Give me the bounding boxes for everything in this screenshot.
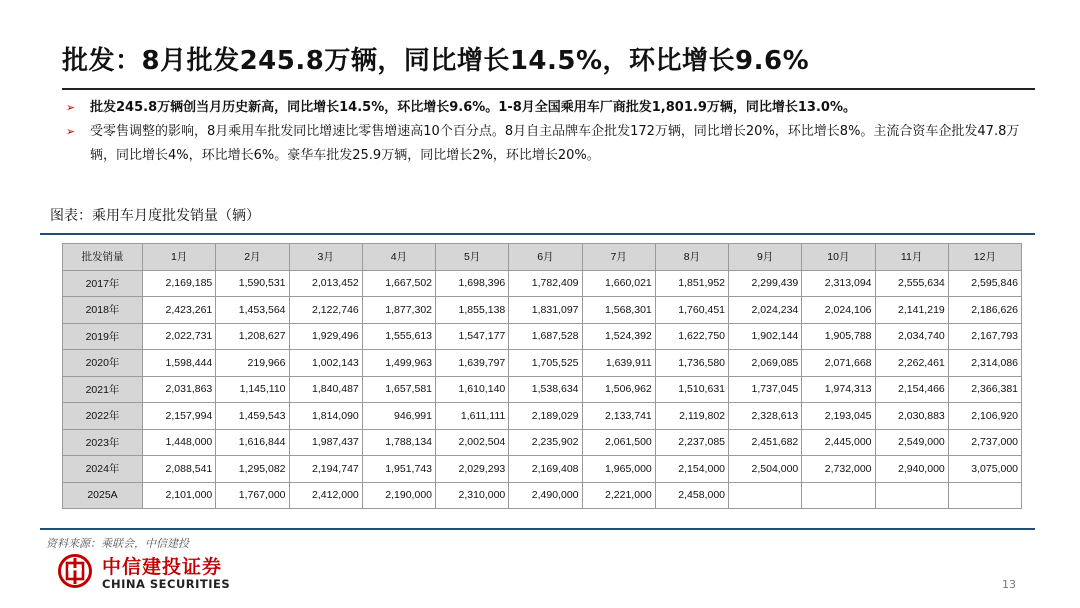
arrow-bullet-icon: ➢ <box>66 101 76 114</box>
table-cell: 2,262,461 <box>875 350 948 377</box>
column-header: 批发销量 <box>63 244 143 271</box>
row-header: 2019年 <box>63 323 143 350</box>
column-header: 6月 <box>509 244 582 271</box>
table-cell: 2,031,863 <box>143 376 216 403</box>
table-cell: 1,814,090 <box>289 403 362 430</box>
table-cell: 2,235,902 <box>509 429 582 456</box>
row-header: 2021年 <box>63 376 143 403</box>
table-row <box>63 270 1022 297</box>
logo-english-name: CHINA SECURITIES <box>102 577 231 591</box>
table-cell: 2,154,466 <box>875 376 948 403</box>
table-cell: 2,061,500 <box>582 429 655 456</box>
table-cell: 1,547,177 <box>436 323 509 350</box>
table-cell: 2,194,747 <box>289 456 362 483</box>
table-cell: 2,133,741 <box>582 403 655 430</box>
table-row <box>63 403 1022 430</box>
row-header: 2017年 <box>63 270 143 297</box>
title-divider <box>62 88 1035 90</box>
column-header: 1月 <box>143 244 216 271</box>
table-cell: 1,555,613 <box>362 323 435 350</box>
table-cell: 2,314,086 <box>948 350 1021 377</box>
table-cell: 1,782,409 <box>509 270 582 297</box>
table-cell: 2,088,541 <box>143 456 216 483</box>
table-cell: 2,101,000 <box>143 482 216 509</box>
table-cell: 1,639,797 <box>436 350 509 377</box>
column-header: 10月 <box>802 244 875 271</box>
table-cell: 2,328,613 <box>729 403 802 430</box>
column-header: 2月 <box>216 244 289 271</box>
table-cell: 2,122,746 <box>289 297 362 324</box>
row-header: 2020年 <box>63 350 143 377</box>
table-cell: 2,119,802 <box>655 403 728 430</box>
table-row <box>63 456 1022 483</box>
column-header: 9月 <box>729 244 802 271</box>
table-cell: 2,069,085 <box>729 350 802 377</box>
table-cell: 1,622,750 <box>655 323 728 350</box>
table-cell: 2,167,793 <box>948 323 1021 350</box>
table-cell: 2,024,106 <box>802 297 875 324</box>
figure-top-rule <box>40 233 1035 235</box>
table-body <box>63 270 1022 509</box>
bullet-item <box>66 96 1031 120</box>
table-cell: 1,951,743 <box>362 456 435 483</box>
table-cell: 1,736,580 <box>655 350 728 377</box>
table-cell: 1,568,301 <box>582 297 655 324</box>
table-cell: 1,974,313 <box>802 376 875 403</box>
table-cell: 946,991 <box>362 403 435 430</box>
figure-title: 图表：乘用车月度批发销量（辆） <box>50 208 260 224</box>
table-row <box>63 297 1022 324</box>
table-cell <box>875 482 948 509</box>
table-cell: 2,445,000 <box>802 429 875 456</box>
table-cell: 1,295,082 <box>216 456 289 483</box>
table-cell: 1,855,138 <box>436 297 509 324</box>
table-header-row <box>63 244 1022 271</box>
figure-bottom-rule <box>40 528 1035 530</box>
table-cell: 1,145,110 <box>216 376 289 403</box>
row-header: 2025A <box>63 482 143 509</box>
column-header: 8月 <box>655 244 728 271</box>
logo-chinese-name: 中信建投证券 <box>102 556 223 578</box>
column-header: 12月 <box>948 244 1021 271</box>
page-number: 13 <box>1002 578 1016 591</box>
table-cell: 2,549,000 <box>875 429 948 456</box>
arrow-bullet-icon: ➢ <box>66 125 76 138</box>
table-cell: 2,940,000 <box>875 456 948 483</box>
table-cell: 1,667,502 <box>362 270 435 297</box>
bullet-item <box>66 120 1031 168</box>
table-cell: 2,141,219 <box>875 297 948 324</box>
table-cell: 1,611,111 <box>436 403 509 430</box>
table-row <box>63 350 1022 377</box>
table-cell: 1,831,097 <box>509 297 582 324</box>
table-cell: 219,966 <box>216 350 289 377</box>
table-cell <box>948 482 1021 509</box>
table-cell: 2,071,668 <box>802 350 875 377</box>
table-cell: 2,022,731 <box>143 323 216 350</box>
table-cell: 1,459,543 <box>216 403 289 430</box>
table-cell: 2,013,452 <box>289 270 362 297</box>
row-header: 2022年 <box>63 403 143 430</box>
column-header: 3月 <box>289 244 362 271</box>
table-cell: 2,024,234 <box>729 297 802 324</box>
source-note: 资料来源：乘联会，中信建投 <box>46 537 189 550</box>
table-cell: 1,590,531 <box>216 270 289 297</box>
table-cell: 1,538,634 <box>509 376 582 403</box>
table-row <box>63 482 1022 509</box>
table-row <box>63 429 1022 456</box>
table-cell: 2,732,000 <box>802 456 875 483</box>
column-header: 5月 <box>436 244 509 271</box>
column-header: 11月 <box>875 244 948 271</box>
table-cell: 1,639,911 <box>582 350 655 377</box>
table-cell: 2,169,185 <box>143 270 216 297</box>
column-header: 4月 <box>362 244 435 271</box>
table-cell: 2,366,381 <box>948 376 1021 403</box>
table-cell: 1,965,000 <box>582 456 655 483</box>
table-cell: 1,788,134 <box>362 429 435 456</box>
table-cell: 1,453,564 <box>216 297 289 324</box>
table-cell: 1,510,631 <box>655 376 728 403</box>
table-cell: 1,524,392 <box>582 323 655 350</box>
table-cell: 1,002,143 <box>289 350 362 377</box>
slide-title: 批发：8月批发245.8万辆，同比增长14.5%，环比增长9.6% <box>62 46 810 76</box>
table-cell: 2,002,504 <box>436 429 509 456</box>
table-cell: 1,698,396 <box>436 270 509 297</box>
table-cell: 2,190,000 <box>362 482 435 509</box>
table-cell: 2,154,000 <box>655 456 728 483</box>
table-cell: 2,299,439 <box>729 270 802 297</box>
table-cell: 2,030,883 <box>875 403 948 430</box>
table-cell: 2,237,085 <box>655 429 728 456</box>
bullet-text: 批发245.8万辆创当月历史新高，同比增长14.5%，环比增长9.6%。1-8月全国乘用车厂商批发1,801.9万辆，同比增长13.0%。 <box>90 100 856 115</box>
table-cell: 2,458,000 <box>655 482 728 509</box>
table-cell: 2,423,261 <box>143 297 216 324</box>
row-header: 2023年 <box>63 429 143 456</box>
table-cell: 2,313,094 <box>802 270 875 297</box>
row-header: 2018年 <box>63 297 143 324</box>
table-cell <box>802 482 875 509</box>
citic-logo-icon <box>58 554 92 588</box>
table-cell: 2,193,045 <box>802 403 875 430</box>
bullet-list <box>66 96 1031 168</box>
table-cell: 1,851,952 <box>655 270 728 297</box>
table-cell: 1,598,444 <box>143 350 216 377</box>
table-cell: 1,929,496 <box>289 323 362 350</box>
table-row <box>63 323 1022 350</box>
company-logo <box>58 554 248 596</box>
table-cell: 2,189,029 <box>509 403 582 430</box>
table-cell: 1,760,451 <box>655 297 728 324</box>
table-cell: 1,840,487 <box>289 376 362 403</box>
table-cell: 2,157,994 <box>143 403 216 430</box>
table-cell: 2,737,000 <box>948 429 1021 456</box>
table-cell: 1,905,788 <box>802 323 875 350</box>
table-cell: 3,075,000 <box>948 456 1021 483</box>
table-cell: 1,610,140 <box>436 376 509 403</box>
table-cell: 2,490,000 <box>509 482 582 509</box>
table-cell: 2,106,920 <box>948 403 1021 430</box>
table-cell: 1,208,627 <box>216 323 289 350</box>
table-cell: 2,221,000 <box>582 482 655 509</box>
bullet-text: 受零售调整的影响，8月乘用车批发同比增速比零售增速高10个百分点。8月自主品牌车企批发172万辆，同比增长20%，环比增长8%。主流合资车企批发47.8万辆，同比增长4%，环比增长6%。豪华车批发25.9万辆，同比增长2%，环比增长20%。 <box>90 124 1020 163</box>
table-cell: 1,660,021 <box>582 270 655 297</box>
column-header: 7月 <box>582 244 655 271</box>
table-cell: 1,705,525 <box>509 350 582 377</box>
table-cell: 1,877,302 <box>362 297 435 324</box>
table-cell: 1,657,581 <box>362 376 435 403</box>
table-cell: 1,499,963 <box>362 350 435 377</box>
table-cell: 1,448,000 <box>143 429 216 456</box>
table-cell: 2,555,634 <box>875 270 948 297</box>
table-cell: 2,504,000 <box>729 456 802 483</box>
table-cell: 2,310,000 <box>436 482 509 509</box>
table-cell: 1,737,045 <box>729 376 802 403</box>
table-cell: 1,902,144 <box>729 323 802 350</box>
table-cell: 2,029,293 <box>436 456 509 483</box>
table-cell <box>729 482 802 509</box>
table-cell: 2,186,626 <box>948 297 1021 324</box>
table-cell: 1,506,962 <box>582 376 655 403</box>
table-cell: 1,987,437 <box>289 429 362 456</box>
table-cell: 2,595,846 <box>948 270 1021 297</box>
table-cell: 2,412,000 <box>289 482 362 509</box>
table-cell: 1,616,844 <box>216 429 289 456</box>
table-cell: 1,767,000 <box>216 482 289 509</box>
table-row <box>63 376 1022 403</box>
table-cell: 2,169,408 <box>509 456 582 483</box>
table-cell: 2,451,682 <box>729 429 802 456</box>
table-cell: 1,687,528 <box>509 323 582 350</box>
row-header: 2024年 <box>63 456 143 483</box>
table-cell: 2,034,740 <box>875 323 948 350</box>
wholesale-table <box>62 243 1022 509</box>
